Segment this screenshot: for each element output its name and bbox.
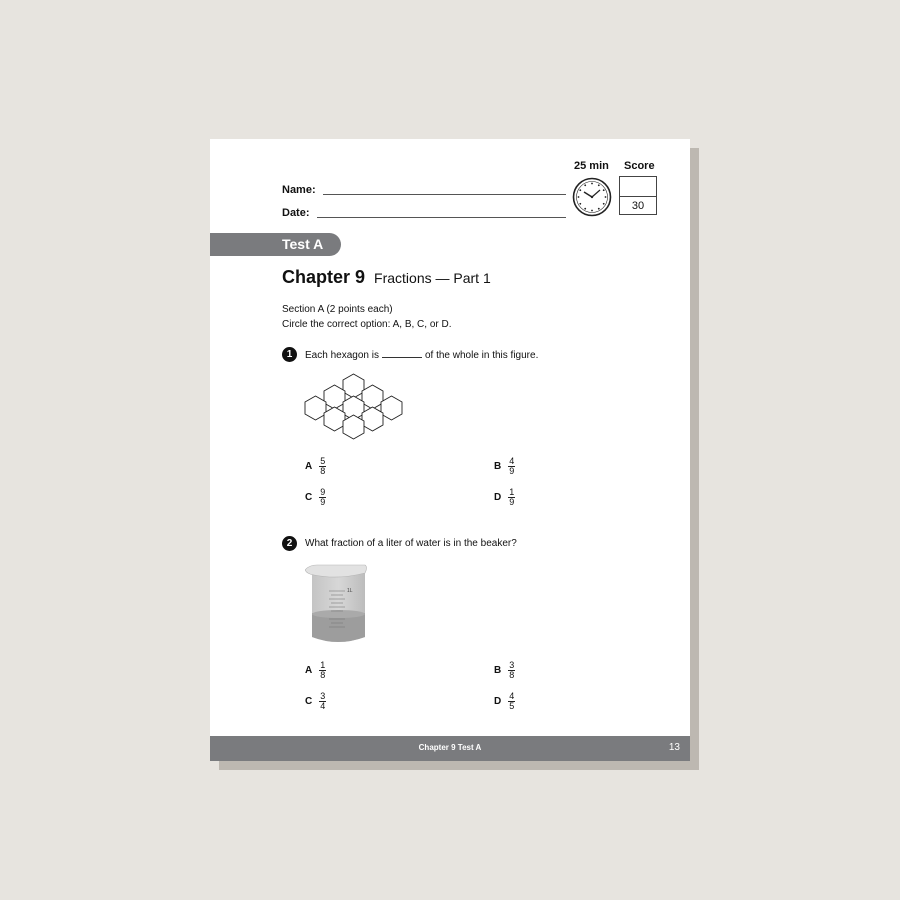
fraction — [319, 488, 326, 507]
option-letter: B — [494, 665, 502, 676]
worksheet-page — [210, 139, 690, 761]
numerator: 1 — [320, 660, 326, 670]
option-d[interactable] — [494, 692, 515, 711]
section-heading: Section A (2 points each) — [282, 304, 393, 315]
date-label: Date: — [282, 207, 310, 219]
denominator: 9 — [509, 497, 515, 507]
beaker-figure — [305, 561, 367, 645]
denominator: 5 — [509, 701, 515, 711]
fraction — [508, 457, 515, 476]
option-letter: C — [305, 492, 313, 503]
name-line — [323, 194, 566, 195]
fraction — [508, 661, 515, 680]
score-input-box[interactable] — [620, 177, 656, 197]
option-a[interactable] — [305, 457, 326, 476]
hexagon-figure — [304, 373, 404, 441]
denominator: 8 — [509, 670, 515, 680]
question-text: What fraction of a liter of water is in the beaker? — [305, 538, 517, 549]
option-c[interactable] — [305, 488, 326, 507]
name-label: Name: — [282, 184, 316, 196]
option-a[interactable] — [305, 661, 326, 680]
date-line — [317, 217, 566, 218]
numerator: 5 — [320, 456, 326, 466]
question-text — [305, 349, 538, 361]
option-letter: A — [305, 461, 313, 472]
denominator: 9 — [509, 466, 515, 476]
numerator: 4 — [509, 456, 515, 466]
question-text-part: Each hexagon is — [305, 350, 379, 361]
denominator: 8 — [320, 466, 326, 476]
score-label: Score — [624, 160, 655, 172]
option-c[interactable] — [305, 692, 326, 711]
question-number: 1 — [282, 347, 297, 362]
answer-blank — [382, 349, 422, 358]
option-letter: C — [305, 696, 313, 707]
fraction — [319, 457, 326, 476]
score-box — [619, 176, 657, 215]
fraction — [508, 692, 515, 711]
option-letter: B — [494, 461, 502, 472]
score-total: 30 — [631, 200, 645, 212]
fraction — [508, 488, 515, 507]
page-title — [282, 267, 491, 288]
page-number: 13 — [668, 742, 680, 753]
denominator: 9 — [320, 497, 326, 507]
time-limit: 25 min — [574, 160, 609, 172]
beaker-label: 1L — [347, 588, 353, 594]
test-tab: Test A — [210, 233, 341, 256]
option-letter: D — [494, 492, 502, 503]
denominator: 8 — [320, 670, 326, 680]
section-instruction: Circle the correct option: A, B, C, or D. — [282, 319, 452, 330]
question-text-part: of the whole in this figure. — [424, 350, 539, 361]
chapter-subtitle: Fractions — Part 1 — [374, 270, 491, 286]
option-b[interactable] — [494, 661, 515, 680]
page-footer — [210, 736, 690, 761]
option-letter: D — [494, 696, 502, 707]
option-letter: A — [305, 665, 313, 676]
chapter-title: Chapter 9 — [282, 267, 366, 287]
option-d[interactable] — [494, 488, 515, 507]
option-b[interactable] — [494, 457, 515, 476]
fraction — [319, 692, 326, 711]
numerator: 3 — [320, 691, 326, 701]
denominator: 4 — [320, 701, 326, 711]
numerator: 3 — [509, 660, 515, 670]
numerator: 1 — [509, 487, 515, 497]
numerator: 4 — [509, 691, 515, 701]
footer-label: Chapter 9 Test A — [418, 743, 482, 752]
question-number: 2 — [282, 536, 297, 551]
fraction — [319, 661, 326, 680]
clock-icon — [572, 177, 612, 217]
section-instructions — [282, 302, 452, 332]
numerator: 9 — [320, 487, 326, 497]
